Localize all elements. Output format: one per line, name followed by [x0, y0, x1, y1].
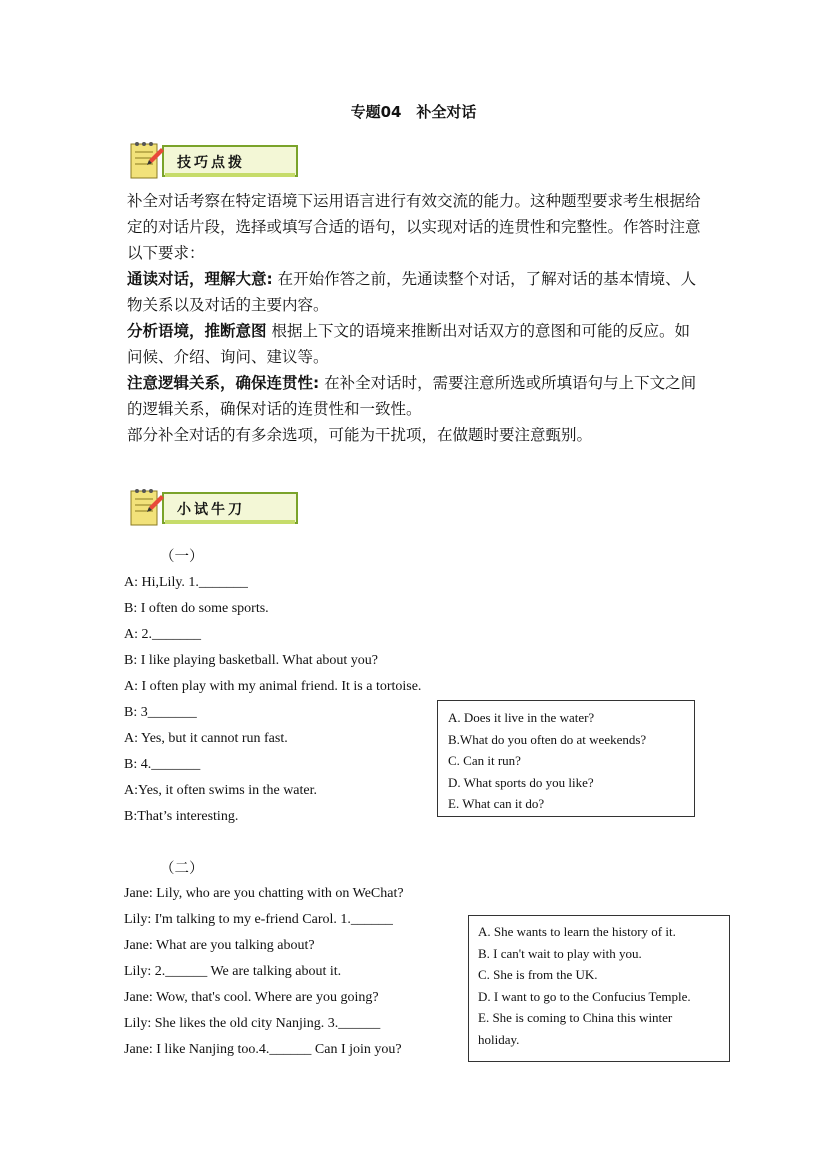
- dialog-line: A:Yes, it often swims in the water.: [124, 783, 318, 798]
- dialog-line: B: I often do some sports.: [124, 601, 269, 616]
- dialog-line: B: 3_______: [124, 705, 197, 720]
- dialog-line: Jane: What are you talking about?: [124, 938, 315, 953]
- intro-paragraph: 补全对话考察在特定语境下运用语言进行有效交流的能力。这种题型要求考生根据给定的对话片段，选择或填写合适的语句，以实现对话的连贯性和完整性。作答时注意以下要求：: [127, 192, 701, 262]
- section-two-label: （二）: [160, 861, 204, 877]
- option-item: B. I can't wait to play with you.: [478, 945, 642, 961]
- practice-banner: [127, 487, 299, 531]
- dialog-line: Lily: I'm talking to my e-friend Carol. 1.______: [124, 912, 393, 927]
- dialog-line: Lily: She likes the old city Nanjing. 3.______: [124, 1016, 381, 1031]
- practice-banner-label: 小试牛刀: [177, 502, 245, 518]
- dialog-line: Jane: I like Nanjing too.4.______ Can I join you?: [124, 1042, 402, 1057]
- option-item: holiday.: [478, 1031, 520, 1047]
- option-item: C. Can it run?: [448, 753, 521, 768]
- dialog-one: [124, 570, 421, 830]
- options-box-two: [468, 915, 730, 1062]
- dialog-line: A: Yes, but it cannot run fast.: [124, 731, 288, 746]
- dialog-two: [124, 881, 404, 1063]
- intro-paragraph: 部分补全对话的有多余选项，可能为干扰项，在做题时要注意甄别。: [127, 426, 593, 444]
- option-item: E. What can it do?: [448, 796, 545, 811]
- page-title: 专题04 补全对话: [350, 103, 477, 121]
- intro-paragraph: 分析语境，推断意图 根据上下文的语境来推断出对话双方的意图和可能的反应。如问候、介绍、询问、建议等。: [127, 322, 690, 366]
- dialog-line: B: I like playing basketball. What about you?: [124, 653, 379, 668]
- dialog-line: A: 2._______: [124, 627, 201, 642]
- option-item: E. She is coming to China this winter: [478, 1010, 673, 1025]
- tips-banner: [127, 140, 299, 184]
- section-one-label: （一）: [160, 549, 204, 565]
- dialog-line: Lily: 2.______ We are talking about it.: [124, 964, 342, 979]
- intro-text: [127, 188, 705, 448]
- tips-banner-label: 技巧点拨: [177, 155, 245, 171]
- intro-paragraph: 通读对话，理解大意: 在开始作答之前，先通读整个对话，了解对话的基本情境、人物关系以及对话的主要内容。: [127, 270, 697, 314]
- intro-paragraph: 注意逻辑关系，确保连贯性: 在补全对话时，需要注意所选或所填语句与上下文之间的逻辑关系，确保对话的连贯性和一致性。: [127, 374, 697, 418]
- dialog-line: A: I often play with my animal friend. It is a tortoise.: [124, 679, 422, 694]
- option-item: A. She wants to learn the history of it.: [478, 924, 676, 939]
- option-item: B.What do you often do at weekends?: [448, 731, 647, 747]
- option-item: C. She is from the UK.: [478, 967, 598, 982]
- dialog-line: A: Hi,Lily. 1._______: [124, 575, 248, 590]
- option-item: D. What sports do you like?: [448, 774, 594, 790]
- option-item: D. I want to go to the Confucius Temple.: [478, 988, 691, 1004]
- options-box-one: [437, 700, 695, 817]
- option-item: A. Does it live in the water?: [448, 710, 595, 725]
- dialog-line: Jane: Wow, that's cool. Where are you going?: [124, 990, 379, 1005]
- dialog-line: B: 4._______: [124, 757, 201, 772]
- dialog-line: Jane: Lily, who are you chatting with on WeChat?: [124, 886, 404, 901]
- dialog-line: B:That’s interesting.: [124, 809, 239, 824]
